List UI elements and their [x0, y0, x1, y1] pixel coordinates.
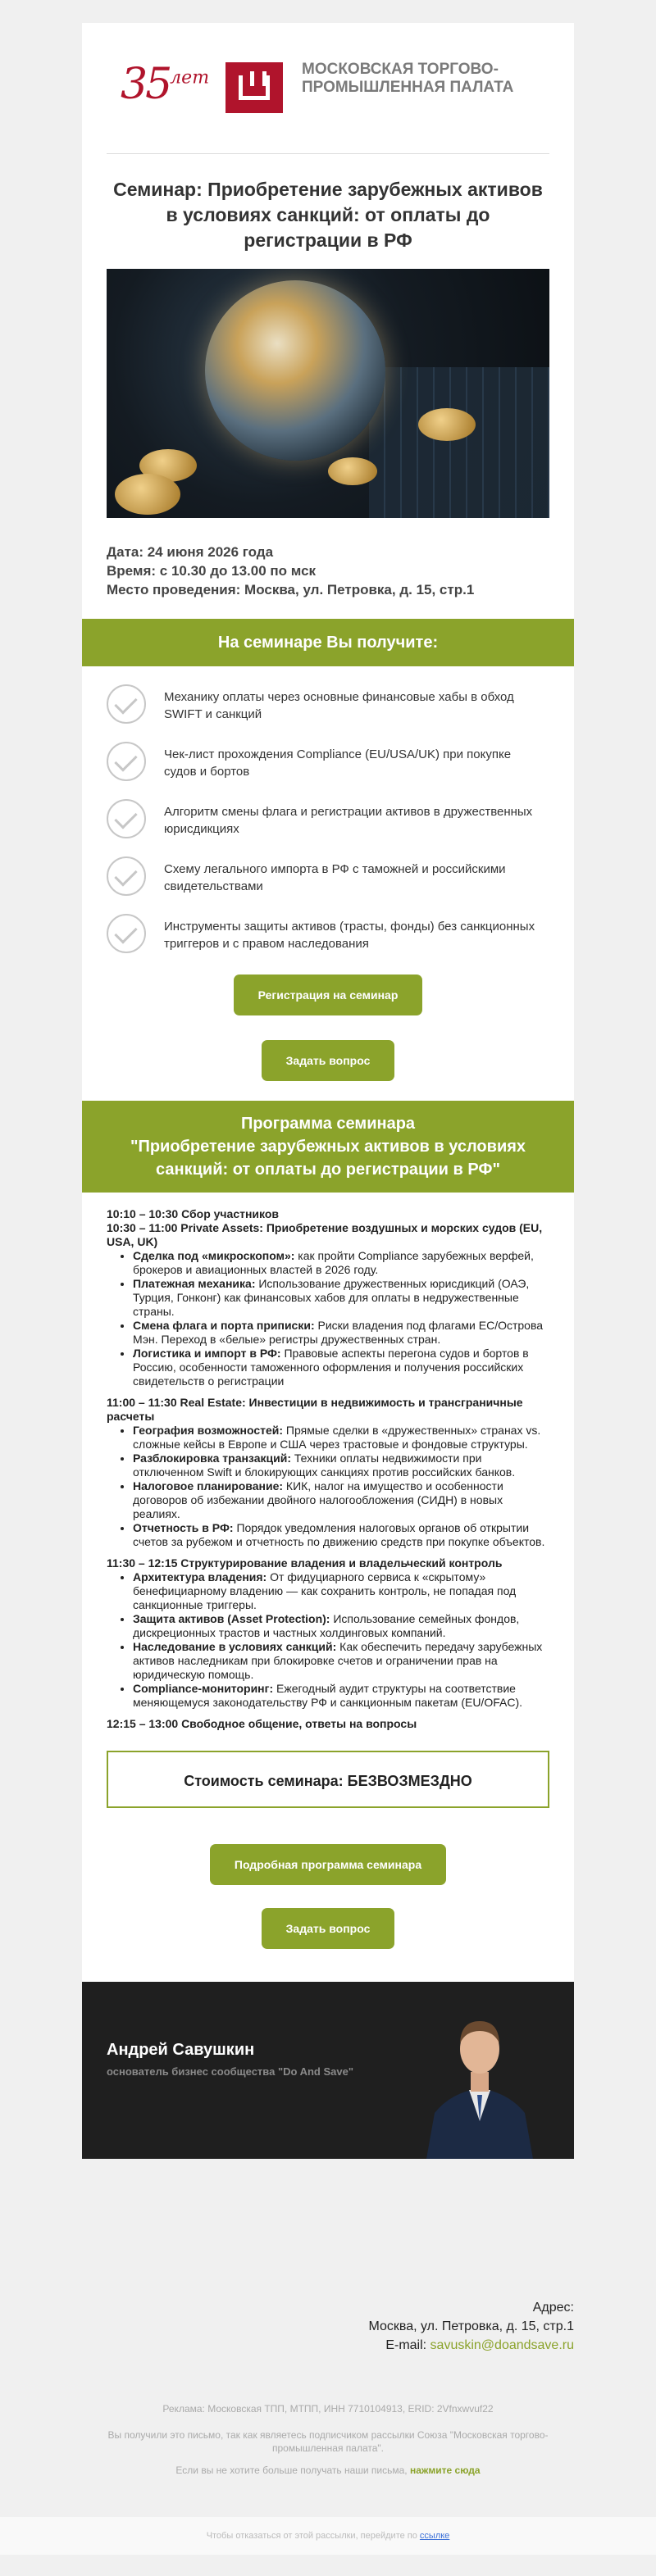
subscription-notice: Вы получили это письмо, так как являетесь подписчиком рассылки Союза "Московская торгово-промышленная палата".	[107, 2429, 549, 2454]
circuit-board-decor	[369, 367, 549, 518]
unsubscribe-notice: Если вы не хотите больше получать наши письма, нажмите сюда	[175, 2465, 481, 2476]
event-info	[82, 518, 574, 599]
hero-image	[107, 269, 549, 518]
program-heading: Программа семинара "Приобретение зарубежных активов в условиях санкций: от оплаты до регистрации в РФ"	[82, 1101, 574, 1193]
schedule-slot: 11:30 – 12:15 Структурирование владения и владельческий контроль	[107, 1556, 503, 1570]
benefit-item: Алгоритм смены флага и регистрации активов в дружественных юрисдикциях	[107, 793, 549, 850]
footer-contacts: Адрес: Москва, ул. Петровка, д. 15, стр.1 E-mail: savuskin@doandsave.ru	[0, 2298, 574, 2355]
coin-icon	[115, 474, 180, 515]
org-name: МОСКОВСКАЯ ТОРГОВО-ПРОМЫШЛЕННАЯ ПАЛАТА	[302, 61, 514, 96]
benefit-item: Чек-лист прохождения Compliance (EU/USA/UK) при покупке судов и бортов	[107, 735, 549, 793]
speaker-name: Андрей Савушкин	[107, 2041, 255, 2059]
anniversary-logo: $35^{лет}$	[121, 60, 210, 109]
list-item: • Сделка под «микроскопом»: как пройти Compliance зарубежных верфей, брокеров и авиационных властей в 2026 году.	[133, 1249, 549, 1277]
detailed-program-button[interactable]: Подробная программа семинара	[210, 1844, 446, 1885]
speaker-photo	[418, 1998, 541, 2159]
globe-icon	[205, 280, 385, 461]
email-card	[82, 23, 574, 2159]
benefit-item: Инструменты защиты активов (трасты, фонды) без санкционных триггеров и с правом наследования	[107, 907, 549, 965]
list-item: • Защита активов (Asset Protection): Использование семейных фондов, дискреционных трастов и частных холдинговых компаний.	[133, 1612, 549, 1640]
benefits-list	[82, 666, 574, 965]
coin-icon	[418, 408, 476, 441]
address: Москва, ул. Петровка, д. 15, стр.1	[368, 2319, 574, 2333]
unsubscribe-bar: Чтобы отказаться от этой рассылки, перейдите по ссылке	[0, 2517, 656, 2555]
list-item: • Архитектура владения: От фидуциарного сервиса к «скрытому» бенефициарному владению — как сохранить контроль, не попадая под санкционные триггеры.	[133, 1570, 549, 1612]
list-item: • Compliance-мониторинг: Ежегодный аудит структуры на соответствие меняющемуся законодательству РФ и санкционным пакетам (EU/OFAC).	[133, 1682, 549, 1710]
ad-notice: Реклама: Московская ТПП, МТПП, ИНН 7710104913, ERID: 2Vfnxwvuf22	[162, 2403, 494, 2415]
email-link[interactable]: savuskin@doandsave.ru	[430, 2338, 574, 2352]
checkmark-icon	[107, 742, 146, 781]
event-time: Время: с 10.30 до 13.00 по мск	[107, 563, 317, 579]
unsubscribe-link[interactable]: нажмите сюда	[409, 2465, 481, 2476]
schedule-slot: 12:15 – 13:00 Свободное общение, ответы на вопросы	[107, 1717, 417, 1730]
checkmark-icon	[107, 856, 146, 896]
header-divider	[107, 153, 549, 154]
list-item: • Наследование в условиях санкций: Как обеспечить передачу зарубежных активов наследникам при блокировке счетов и ограничении прав на юридическую помощь.	[133, 1640, 549, 1682]
seminar-title: Семинар: Приобретение зарубежных активов в условиях санкций: от оплаты до регистрации в РФ	[113, 179, 543, 251]
schedule-slot: 11:00 – 11:30 Real Estate: Инвестиции в недвижимость и трансграничные расчеты	[107, 1396, 523, 1423]
ask-question-button[interactable]: Задать вопрос	[262, 1040, 395, 1081]
speaker-block	[82, 1982, 574, 2159]
coin-icon	[328, 457, 377, 485]
list-item: • Разблокировка транзакций: Техники оплаты недвижимости при отключенном Swift и блокирующих санкциях против российских банков.	[133, 1452, 549, 1479]
benefit-item: Механику оплаты через основные финансовые хабы в обход SWIFT и санкций	[107, 678, 549, 735]
list-item: • Логистика и импорт в РФ: Правовые аспекты перегона судов и бортов в Россию, особенности таможенного оформления и получения российских свидетельств о регистрации	[133, 1347, 549, 1388]
list-item: • Налоговое планирование: КИК, налог на имущество и особенности договоров об избежании двойного налогообложения (СИДН) в новых реалиях.	[133, 1479, 549, 1521]
schedule-slot: 10:10 – 10:30 Сбор участников	[107, 1207, 280, 1220]
list-item: • Отчетность в РФ: Порядок уведомления налоговых органов об открытии счетов за рубежом и отчетность по движению средств при покупке объектов.	[133, 1521, 549, 1549]
schedule-slot: 10:30 – 11:00 Private Assets: Приобретение воздушных и морских судов (EU, USA, UK)	[107, 1221, 543, 1248]
unsubscribe-bar-link[interactable]: ссылке	[419, 2531, 450, 2541]
event-place: Место проведения: Москва, ул. Петровка, д. 15, стр.1	[107, 582, 475, 597]
program-schedule	[82, 1193, 574, 1731]
list-item: • Смена флага и порта приписки: Риски владения под флагами ЕС/Острова Мэн. Переход в «белые» регистры дружественных стран.	[133, 1319, 549, 1347]
ask-question-button-2[interactable]: Задать вопрос	[262, 1908, 395, 1949]
register-button[interactable]: Регистрация на семинар	[234, 975, 423, 1015]
event-date: Дата: 24 июня 2026 года	[107, 544, 274, 560]
benefit-item: Схему легального импорта в РФ с таможней и российскими свидетельствами	[107, 850, 549, 907]
list-item: • Платежная механика: Использование дружественных юрисдикций (ОАЭ, Турция, Гонконг) как финансовых хабов для оплаты в недружественные страны.	[133, 1277, 549, 1319]
mtpp-logo-icon	[226, 62, 283, 113]
checkmark-icon	[107, 799, 146, 838]
list-item: • География возможностей: Прямые сделки в «дружественных» странах vs. сложные кейсы в Европе и США через трастовые и фондовые структуры.	[133, 1424, 549, 1452]
benefits-heading: На семинаре Вы получите:	[82, 619, 574, 666]
checkmark-icon	[107, 684, 146, 724]
speaker-role: основатель бизнес сообщества "Do And Save"	[107, 2065, 353, 2078]
checkmark-icon	[107, 914, 146, 953]
price-box: Стоимость семинара: БЕЗВОЗМЕЗДНО	[107, 1751, 549, 1808]
email-header	[82, 23, 574, 154]
